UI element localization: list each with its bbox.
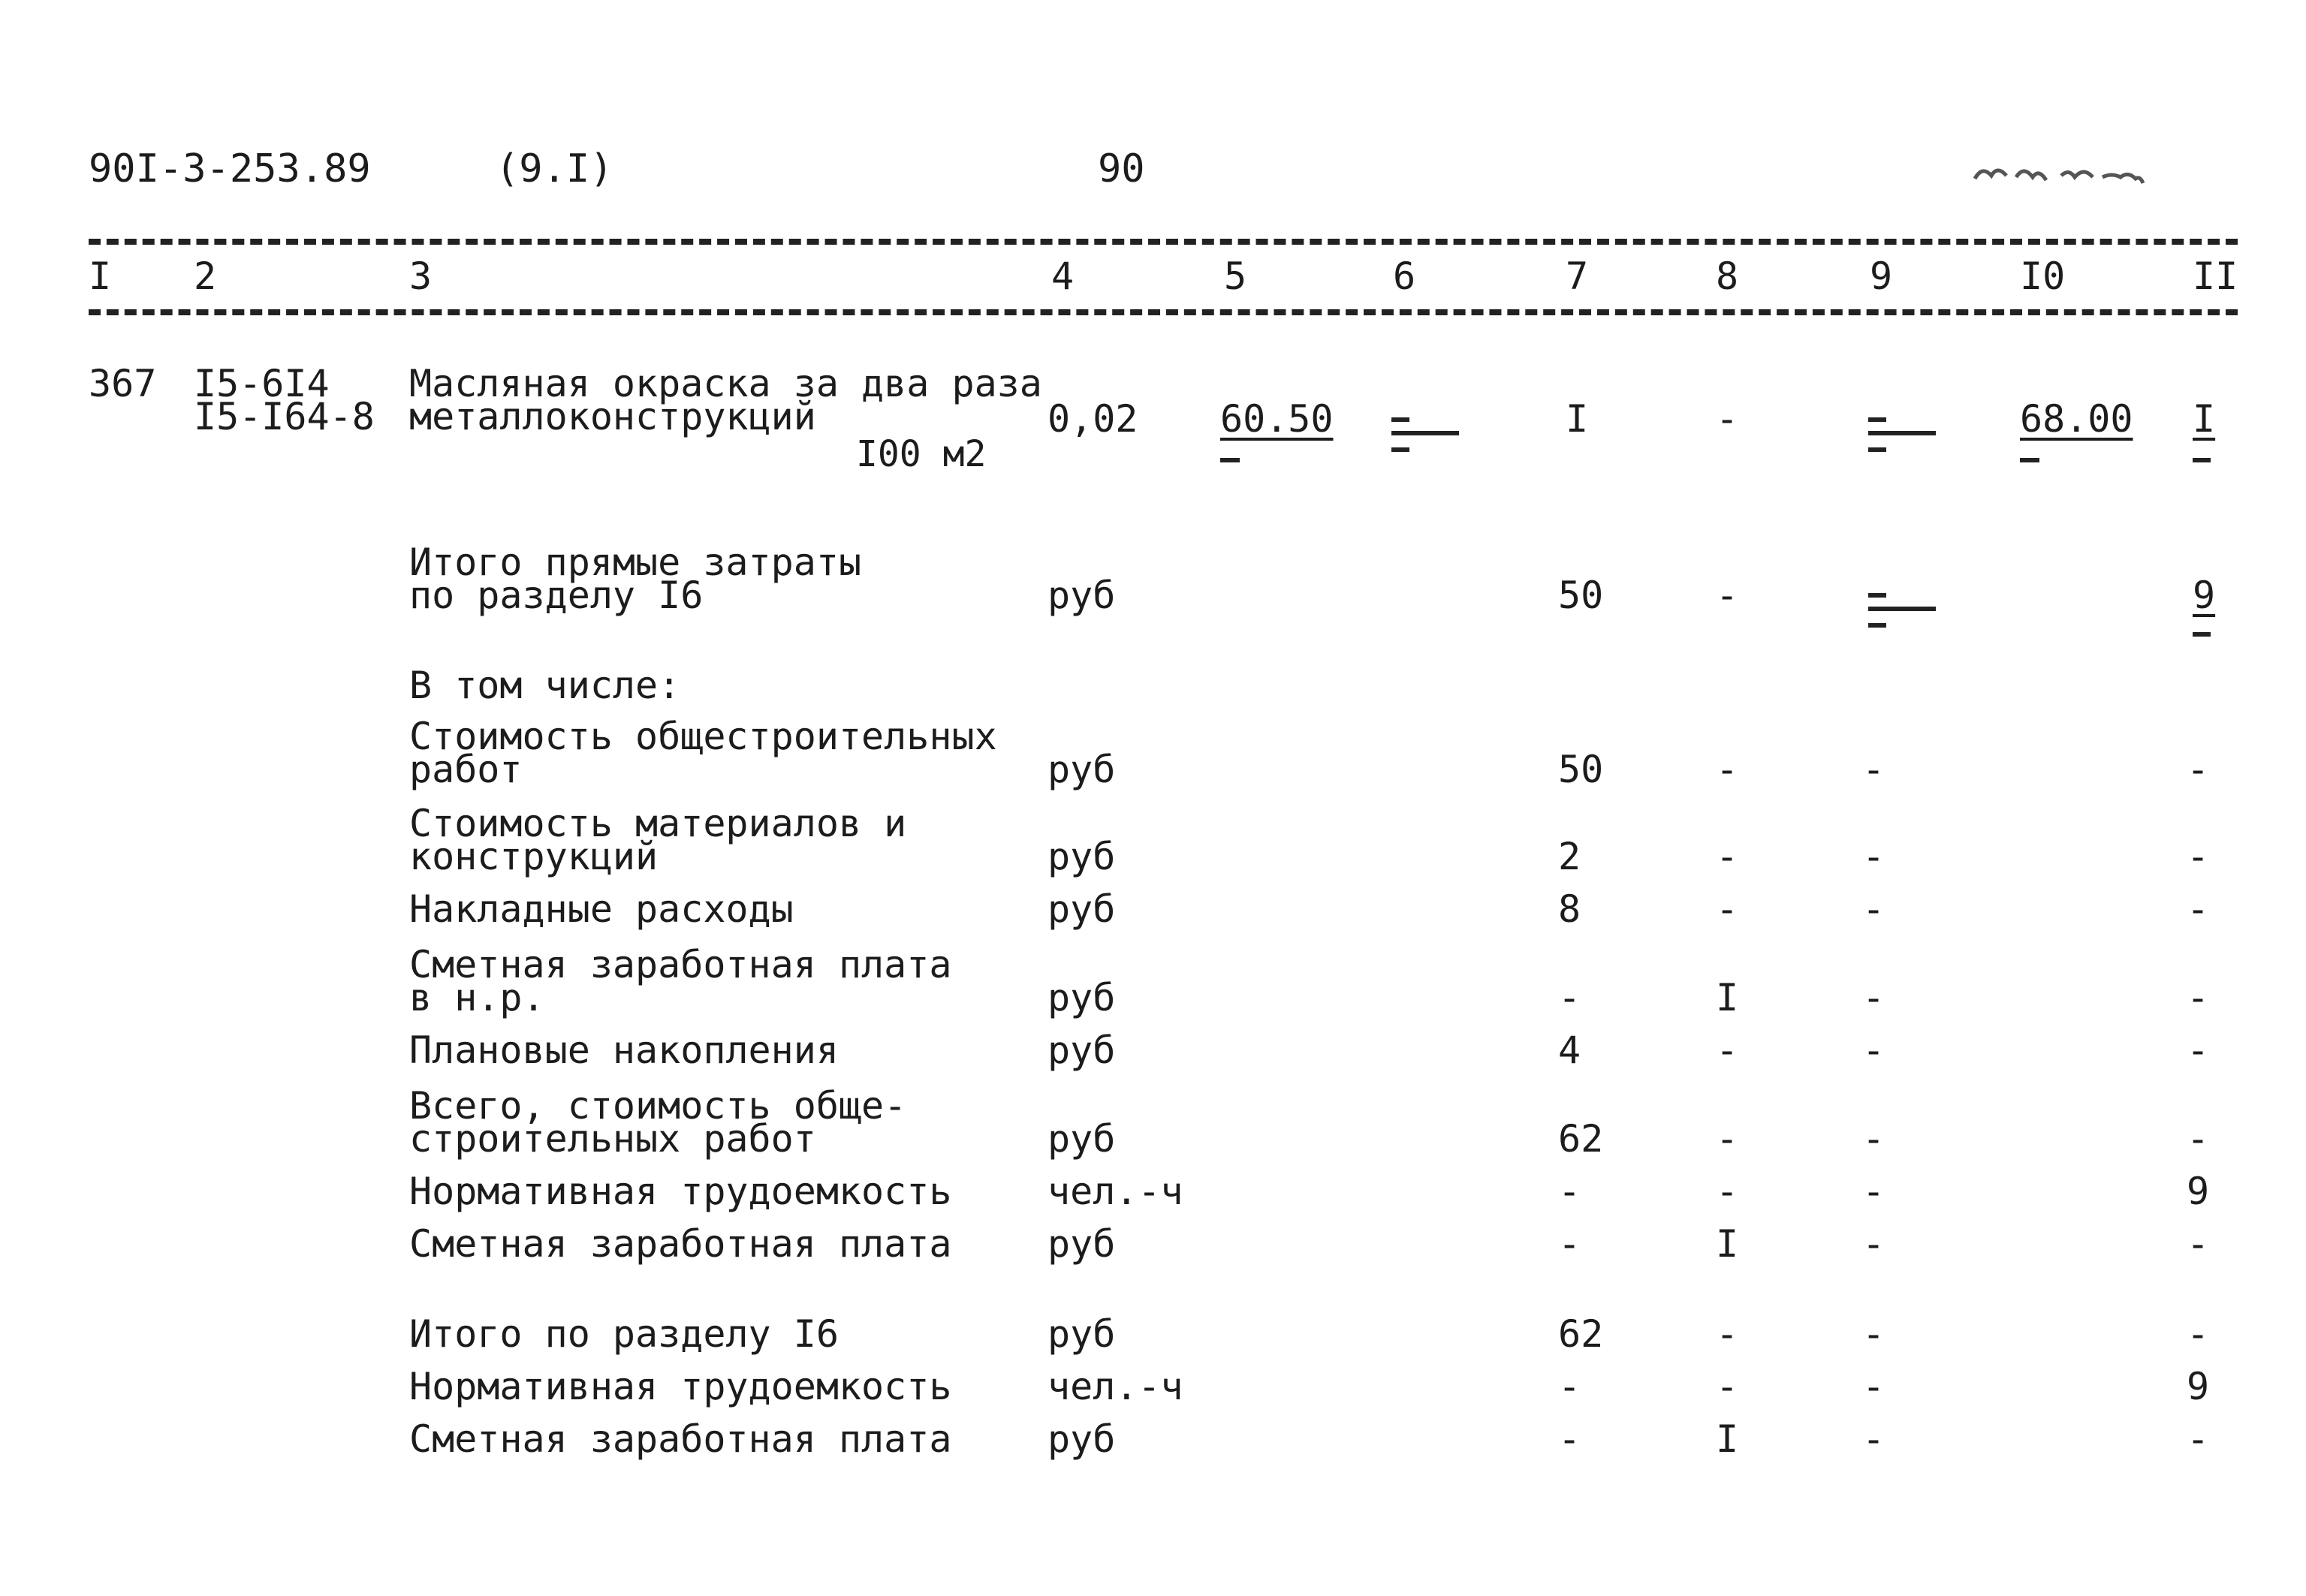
row-label: работ [409, 748, 523, 791]
row-label: Накладные расходы [409, 887, 794, 931]
row-label: Сметная заработная плата [409, 1417, 952, 1461]
cell-col11: - [2187, 1117, 2210, 1161]
item-number: 367 [89, 362, 157, 405]
cell-col11-lower-mark [2193, 632, 2211, 637]
cell-col11: - [2187, 1222, 2210, 1266]
cell-col6 [1391, 417, 1459, 452]
cell-col4: руб [1047, 574, 1116, 617]
cell-col9: - [1862, 835, 1885, 878]
cell-col7: 2 [1558, 835, 1581, 878]
cell-col9: - [1862, 887, 1885, 931]
row-label: Сметная заработная плата [409, 1222, 952, 1266]
cell-col8: I [1716, 1222, 1739, 1266]
column-header: 8 [1716, 254, 1739, 298]
cell-col11: 9 [2187, 1170, 2210, 1213]
cell-col11: - [2187, 887, 2210, 931]
cell-col7: 50 [1558, 574, 1604, 617]
cell-col7: 50 [1558, 748, 1604, 791]
cell-col9: - [1862, 976, 1885, 1019]
cell-col7: - [1558, 1222, 1581, 1266]
cell-col11: - [2187, 748, 2210, 791]
document-code: 90I-3-253.89 [89, 146, 371, 191]
cell-col11: - [2187, 1417, 2210, 1461]
cell-col11: 9 [2193, 574, 2216, 617]
cell-col8: - [1716, 1170, 1739, 1213]
column-header: 9 [1870, 254, 1893, 298]
column-header: 7 [1566, 254, 1589, 298]
cell-col11: I [2193, 397, 2216, 441]
cell-col8: - [1716, 1028, 1739, 1072]
row-label: конструкций [409, 835, 659, 878]
cell-col7: 62 [1558, 1117, 1604, 1161]
cell-col8: I [1716, 1417, 1739, 1461]
item-code: I5-6I4 [194, 362, 330, 405]
cell-col11: - [2187, 835, 2210, 878]
item-unit: I00 м2 [856, 433, 987, 475]
cell-col4: руб [1047, 1417, 1116, 1461]
cell-col4: руб [1047, 1222, 1116, 1266]
column-header: 2 [194, 254, 217, 298]
row-label: Итого по разделу I6 [409, 1312, 839, 1356]
section-code: (9.I) [496, 146, 613, 191]
cell-col7: 8 [1558, 887, 1581, 931]
header-bottom-rule [89, 309, 2238, 315]
cell-col9: - [1862, 1170, 1885, 1213]
column-header: I [89, 254, 112, 298]
cell-col4: руб [1047, 1028, 1116, 1072]
cell-col8: I [1716, 976, 1739, 1019]
header-top-rule [89, 239, 2238, 245]
cell-col7: 62 [1558, 1312, 1604, 1356]
cell-col4: чел.-ч [1047, 1170, 1183, 1213]
subheading: В том числе: [409, 664, 681, 707]
cell-col4: 0,02 [1047, 397, 1138, 441]
column-header: I0 [2020, 254, 2066, 298]
cell-col8: - [1716, 748, 1739, 791]
cell-col4: руб [1047, 1117, 1116, 1161]
column-header: II [2193, 254, 2238, 298]
cell-col9: - [1862, 1365, 1885, 1408]
cell-col9: - [1862, 1028, 1885, 1072]
cell-col8: - [1716, 397, 1739, 441]
cell-col7: I [1566, 397, 1589, 441]
cell-col7: 4 [1558, 1028, 1581, 1072]
cell-col4: руб [1047, 748, 1116, 791]
cell-col9: - [1862, 1312, 1885, 1356]
handwritten-stamp [1971, 158, 2196, 188]
row-label: Всего, стоимость обще- [409, 1084, 907, 1128]
cell-col11-lower-mark [2193, 458, 2211, 462]
row-label: Сметная заработная плата [409, 943, 952, 986]
row-label: в н.р. [409, 976, 545, 1019]
cell-col8: - [1716, 1117, 1739, 1161]
row-label: Стоимость материалов и [409, 802, 907, 845]
cell-col11: 9 [2187, 1365, 2210, 1408]
row-label: строительных работ [409, 1117, 816, 1161]
cell-col8: - [1716, 574, 1739, 617]
cell-col9 [1868, 417, 1936, 452]
cell-col9 [1868, 593, 1936, 628]
cell-col9: - [1862, 1117, 1885, 1161]
item-code: I5-I64-8 [194, 395, 375, 438]
cell-col5-lower-mark [1220, 458, 1240, 462]
cell-col7: - [1558, 1417, 1581, 1461]
row-label: Нормативная трудоемкость [409, 1365, 952, 1408]
cell-col11: - [2187, 976, 2210, 1019]
cell-col11: - [2187, 1312, 2210, 1356]
column-header: 5 [1224, 254, 1247, 298]
cell-col4: чел.-ч [1047, 1365, 1183, 1408]
cell-col11: - [2187, 1028, 2210, 1072]
cell-col4: руб [1047, 1312, 1116, 1356]
cell-col7: - [1558, 976, 1581, 1019]
cell-col7: - [1558, 1365, 1581, 1408]
row-label: Нормативная трудоемкость [409, 1170, 952, 1213]
item-name: Масляная окраска за два раза [409, 362, 1042, 405]
column-header: 3 [409, 254, 433, 298]
cell-col10: 68.00 [2020, 397, 2133, 441]
row-label: по разделу I6 [409, 574, 704, 617]
column-header: 6 [1393, 254, 1416, 298]
cell-col9: - [1862, 1222, 1885, 1266]
cell-col9: - [1862, 748, 1885, 791]
column-header: 4 [1051, 254, 1075, 298]
cell-col8: - [1716, 835, 1739, 878]
page-number: 90 [1098, 146, 1145, 191]
cell-col7: - [1558, 1170, 1581, 1213]
cell-col4: руб [1047, 976, 1116, 1019]
cell-col8: - [1716, 887, 1739, 931]
cell-col4: руб [1047, 835, 1116, 878]
cell-col8: - [1716, 1365, 1739, 1408]
cell-col8: - [1716, 1312, 1739, 1356]
cell-col4: руб [1047, 887, 1116, 931]
cell-col5: 60.50 [1220, 397, 1334, 441]
item-name: металлоконструкций [409, 395, 816, 438]
row-label: Стоимость общестроительных [409, 715, 997, 758]
row-label: Итого прямые затраты [409, 541, 862, 584]
cell-col10-lower-mark [2020, 458, 2039, 462]
cell-col9: - [1862, 1417, 1885, 1461]
row-label: Плановые накопления [409, 1028, 839, 1072]
